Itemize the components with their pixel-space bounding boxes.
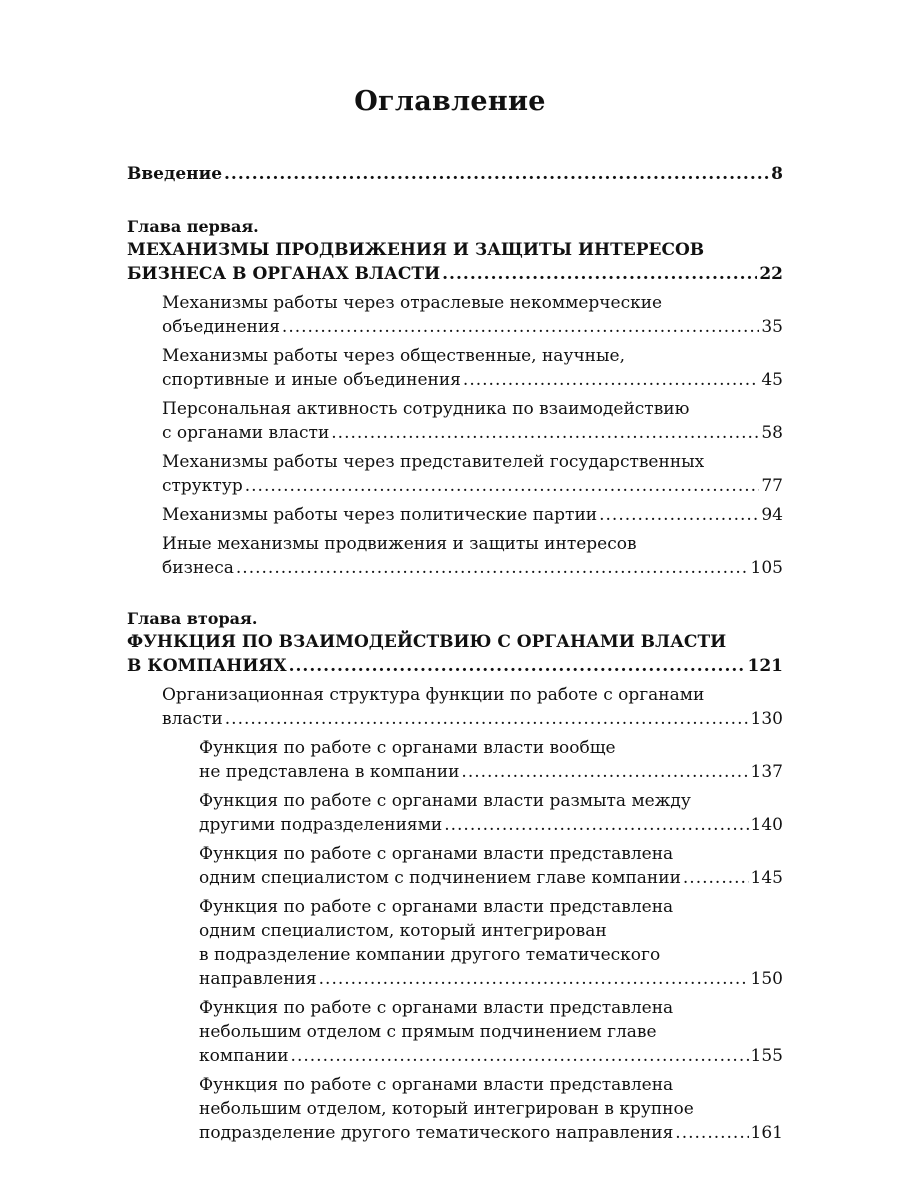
page-number: 150	[750, 969, 783, 989]
chapter-label: Глава первая.	[127, 217, 259, 236]
page-number: 58	[761, 423, 783, 443]
dot-leader	[224, 162, 769, 186]
entry-line: Функция по работе с органами власти представлена	[199, 998, 674, 1018]
entry-line: Функция по работе с органами власти представлена	[199, 897, 674, 917]
entry-line: Механизмы работы через отраслевые некоммерческие	[162, 293, 663, 313]
toc-entry-section[interactable]	[127, 683, 783, 731]
entry-last-line	[162, 503, 783, 527]
chapter-title-line: ФУНКЦИЯ ПО ВЗАИМОДЕЙСТВИЮ С ОРГАНАМИ ВЛАСТИ	[127, 632, 727, 652]
toc-entry-subsection[interactable]	[127, 789, 783, 837]
page-number: 155	[750, 1046, 783, 1066]
entry-line: структур	[162, 476, 243, 496]
page-title: Оглавление	[354, 86, 546, 117]
toc-entry-section[interactable]	[127, 397, 783, 445]
entry-line: одним специалистом, который интегрирован	[199, 921, 607, 941]
entry-last-line	[162, 556, 783, 580]
table-of-contents	[127, 162, 783, 1145]
chapter-2	[127, 608, 783, 1145]
page-number: 121	[747, 656, 783, 676]
entry-line: небольшим отделом, который интегрирован в крупное	[199, 1099, 694, 1119]
entry-line: Иные механизмы продвижения и защиты интересов	[162, 534, 637, 554]
toc-entry-chapter-2[interactable]	[127, 630, 783, 678]
entry-line: объединения	[162, 317, 280, 337]
page-number: 94	[761, 505, 783, 525]
entry-line: подразделение другого тематического направления	[199, 1123, 674, 1143]
entry-line: Механизмы работы через политические партии	[162, 505, 598, 525]
dot-leader	[444, 813, 748, 837]
entry-title: Введение	[127, 164, 223, 184]
entry-line: другими подразделениями	[199, 815, 443, 835]
dot-leader	[225, 707, 749, 731]
entry-last-line	[162, 474, 783, 498]
entry-last-line	[199, 967, 783, 991]
dot-leader	[291, 1044, 749, 1068]
entry-last-line	[162, 421, 783, 445]
entry-line: небольшим отделом с прямым подчинением главе	[199, 1022, 657, 1042]
dot-leader	[236, 556, 749, 580]
page-number: 161	[750, 1123, 783, 1143]
entry-last-line	[199, 866, 783, 890]
page-number: 105	[750, 558, 783, 578]
entry-last-line	[162, 707, 783, 731]
dot-leader	[463, 368, 759, 392]
dot-leader	[675, 1121, 748, 1145]
page-number: 45	[761, 370, 783, 390]
chapter-1	[127, 216, 783, 580]
entry-line: компании	[199, 1046, 289, 1066]
entry-line: спортивные и иные объединения	[162, 370, 461, 390]
dot-leader	[289, 654, 746, 678]
entry-line: Организационная структура функции по работе с органами	[162, 685, 705, 705]
entry-line: не представлена в компании	[199, 762, 460, 782]
toc-entry-section[interactable]	[127, 291, 783, 339]
toc-entry-chapter-1[interactable]	[127, 238, 783, 286]
page-number: 8	[771, 164, 783, 184]
chapter-label: Глава вторая.	[127, 609, 258, 628]
entry-line: Персональная активность сотрудника по взаимодействию	[162, 399, 690, 419]
toc-entry-section[interactable]	[127, 532, 783, 580]
entry-line: Функция по работе с органами власти представлена	[199, 844, 674, 864]
page-number: 35	[761, 317, 783, 337]
toc-entry-subsection[interactable]	[127, 1073, 783, 1145]
entry-last-line	[162, 368, 783, 392]
entry-line: направления	[199, 969, 317, 989]
entry-line: Механизмы работы через представителей государственных	[162, 452, 705, 472]
dot-leader	[331, 421, 759, 445]
chapter-title-line: МЕХАНИЗМЫ ПРОДВИЖЕНИЯ И ЗАЩИТЫ ИНТЕРЕСОВ	[127, 240, 705, 260]
entry-line: одним специалистом с подчинением главе компании	[199, 868, 681, 888]
entry-last-line	[199, 760, 783, 784]
page-number: 137	[750, 762, 783, 782]
toc-entry-subsection[interactable]	[127, 895, 783, 991]
entry-line: власти	[162, 709, 223, 729]
entry-line: Функция по работе с органами власти размыта между	[199, 791, 691, 811]
toc-entry-section[interactable]	[127, 503, 783, 527]
toc-entry-subsection[interactable]	[127, 736, 783, 784]
chapter-title-last-line	[127, 654, 783, 678]
toc-entry-introduction[interactable]	[127, 162, 783, 186]
page-number: 140	[750, 815, 783, 835]
chapter-title-line: В КОМПАНИЯХ	[127, 656, 287, 676]
page-number: 77	[761, 476, 783, 496]
chapter-title-line: БИЗНЕСА В ОРГАНАХ ВЛАСТИ	[127, 264, 441, 284]
dot-leader	[599, 503, 759, 527]
dot-leader	[245, 474, 760, 498]
toc-entry-subsection[interactable]	[127, 842, 783, 890]
page-number: 22	[759, 264, 783, 284]
dot-leader	[319, 967, 749, 991]
entry-line: в подразделение компании другого тематического	[199, 945, 661, 965]
entry-line: Механизмы работы через общественные, научные,	[162, 346, 626, 366]
page-number: 130	[750, 709, 783, 729]
entry-line: Функция по работе с органами власти представлена	[199, 1075, 674, 1095]
entry-last-line	[199, 1121, 783, 1145]
toc-entry-section[interactable]	[127, 450, 783, 498]
dot-leader	[282, 315, 759, 339]
entry-line: Функция по работе с органами власти вообще	[199, 738, 616, 758]
dot-leader	[461, 760, 748, 784]
toc-entry-section[interactable]	[127, 344, 783, 392]
page-number: 145	[750, 868, 783, 888]
entry-last-line	[199, 813, 783, 837]
chapter-title-last-line	[127, 262, 783, 286]
entry-last-line	[199, 1044, 783, 1068]
entry-line: с органами власти	[162, 423, 330, 443]
dot-leader	[683, 866, 749, 890]
entry-last-line	[162, 315, 783, 339]
toc-entry-subsection[interactable]	[127, 996, 783, 1068]
entry-line: бизнеса	[162, 558, 234, 578]
dot-leader	[442, 262, 757, 286]
